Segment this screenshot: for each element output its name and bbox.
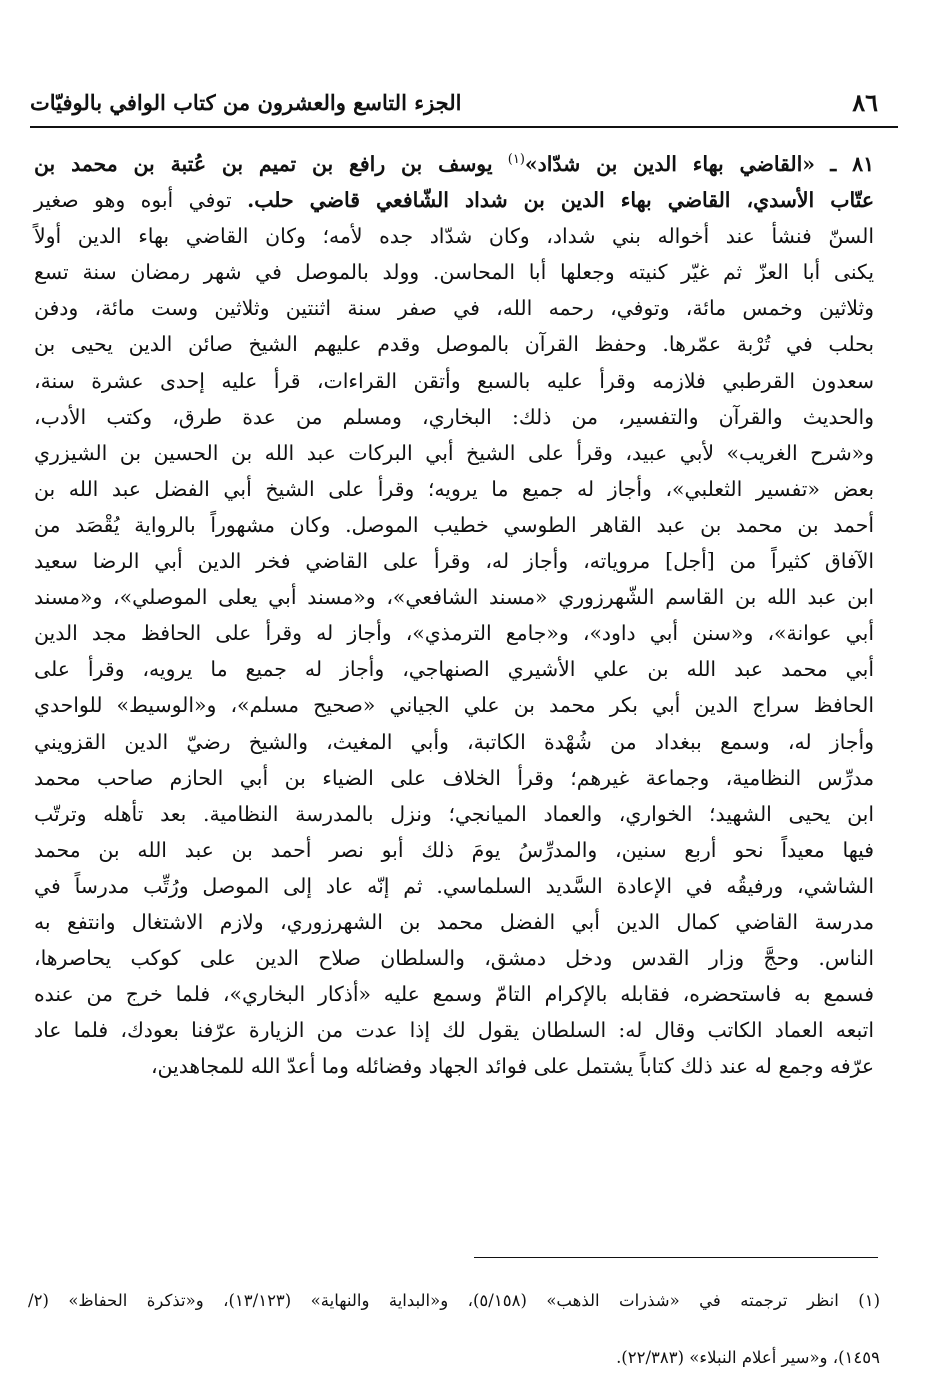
page-number: ٨٦ <box>852 88 878 117</box>
text-line: الشاشي، ورفيقُه في الإعادة السَّديد السلماسي. ثم إنّه عاد إلى الموصل ورُتِّب مدرساً في <box>34 873 874 898</box>
footnote-line: (١) انظر ترجمته في «شذرات الذهب» (٥/١٥٨)، و«البداية والنهاية» (١٣/١٢٣)، و«تذكرة الحفاظ» (٢/ <box>28 1291 880 1310</box>
text-line: الآفاق كثيراً من [أجل] مروياته، وأجاز له، وقرأ على القاضي فخر الدين أبي الرضا سعيد <box>34 549 874 574</box>
footnote-reference: (١) <box>507 152 525 168</box>
text-line: الحافظ سراج الدين أبي بكر محمد بن علي الجياني «صحيح مسلم»، و«الوسيط» للواحدي <box>34 693 874 718</box>
text-line: وثلاثين وخمس مائة، وتوفي، رحمه الله، في صفر سنة اثنتين وثلاثين وست مائة، ودفن <box>34 296 874 321</box>
page-header <box>30 84 878 124</box>
text-line: والحديث والقرآن والتفسير، من ذلك: البخاري، ومسلم من عدة طرق، وكتب الأدب، <box>34 404 874 429</box>
text-line: ابن يحيى الشهيد؛ الخواري، والعماد الميانجي؛ ونزل بالمدرسة النظامية. بعد تأهله وترتّب <box>34 801 874 826</box>
text-line: الناس. وحجَّ وزار القدس ودخل دمشق، والسلطان صلاح الدين على كوكب يحاصرها، <box>34 946 874 971</box>
header-rule <box>30 126 898 128</box>
text-line: فسمع به فاستحضره، فقابله بالإكرام التامّ وسمع عليه «أذكار البخاري»، فلما خرج من عنده <box>34 982 874 1007</box>
footnote-separator <box>474 1257 878 1258</box>
running-title: الجزء التاسع والعشرون من كتاب الوافي بالوفيّات <box>30 90 462 115</box>
text-line: أحمد بن محمد بن عبد القاهر الطوسي خطيب الموصل. وكان مشهوراً بالرواية يُقْصَد من <box>34 512 874 537</box>
entry-heading: «القاضي بهاء الدين بن شدّاد» <box>524 152 815 176</box>
text-line: وأجاز له، وسمع ببغداد من شُهْدة الكاتبة، وأبي المغيث، والشيخ رضيّ الدين القزويني <box>34 729 874 754</box>
text-line: يكنى أبا العزّ ثم غيّر كنيته وجعلها أبا المحاسن. وولد بالموصل في شهر رمضان سنة تسع <box>34 260 874 285</box>
text-line: مدرسة القاضي كمال الدين أبي الفضل محمد بن الشهرزوري، ولازم الاشتغال وانتفع به <box>34 909 874 934</box>
text-line: فيها معيداً نحو أربع سنين، والمدرِّسُ يومَ ذلك أبو نصر أحمد بن عبد الله بن محمد <box>34 837 874 862</box>
text-line: بعض «تفسير الثعلبي»، وأجاز له جميع ما يرويه؛ وقرأ على الشيخ أبي الفضل عبد الله بن <box>34 476 874 501</box>
text-line: السنّ فنشأ عند أخواله بني شداد، وكان شدّاد جده لأمه؛ وكان القاضي بهاء الدين أولاً <box>34 224 874 249</box>
text-line: أبي عوانة»، و«سنن أبي داود»، و«جامع الترمذي»، وأجاز له وقرأ على الحافظ مجد الدين <box>34 621 874 646</box>
entry-name: يوسف بن رافع بن تميم بن عُتبة بن محمد بن <box>34 152 493 176</box>
text-line-rest: توفي أبوه وهو صغير <box>34 188 232 213</box>
text-line <box>34 182 874 218</box>
body-text <box>34 146 874 1084</box>
text-line: ابن عبد الله بن القاسم الشّهرزوري «مسند الشافعي»، و«مسند أبي يعلى الموصلي»، و«مسند <box>34 585 874 610</box>
text-line: مدرِّس النظامية، وجماعة غيرهم؛ وقرأ الخلاف على الضياء بن أبي الحازم صاحب محمد <box>34 765 874 790</box>
text-line: سعدون القرطبي فلازمه وقرأ عليه بالسبع وأتقن القراءات، قرأ عليه إحدى عشرة سنة، <box>34 368 874 393</box>
text-line <box>34 146 874 182</box>
text-line: أبي محمد عبد الله بن علي الأشيري الصنهاجي، وأجاز له جميع ما يرويه، وقرأ على <box>34 657 874 682</box>
text-line: و«شرح الغريب» لأبي عبيد، وقرأ على الشيخ أبي البركات عبد الله بن الحسين بن الشيزري <box>34 440 874 465</box>
entry-name-continued: عتّاب الأسدي، القاضي بهاء الدين بن شداد الشّافعي قاضي حلب. <box>247 188 874 213</box>
entry-number: ٨١ ـ <box>830 152 875 176</box>
text-line: بحلب في تُرْبة عمّرها. وحفظ القرآن بالموصل وقدم عليهم الشيخ صائن الدين يحيى بن <box>34 332 874 357</box>
text-line: اتبعه العماد الكاتب وقال له: السلطان يقول لك إذا عدت من الزيارة عرّفنا بعودك، فلما عاد <box>34 1018 874 1043</box>
footnotes <box>28 1272 880 1386</box>
text-line: عرّفه وجمع له عند ذلك كتاباً يشتمل على فوائد الجهاد وفضائله وما أعدّ الله للمجاهدين، <box>150 1054 874 1079</box>
footnote-line: ١٤٥٩)، و«سير أعلام النبلاء» (٢٢/٣٨٣). <box>616 1348 880 1367</box>
